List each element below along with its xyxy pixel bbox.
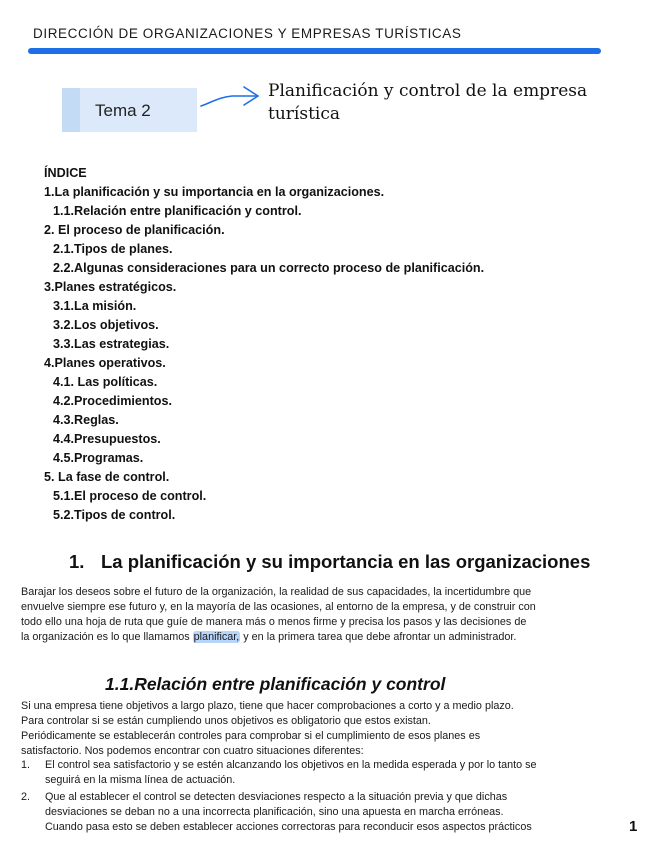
subsection-heading: 1.1.Relación entre planificación y control bbox=[105, 674, 446, 694]
document-header-title: DIRECCIÓN DE ORGANIZACIONES Y EMPRESAS TURÍSTICAS bbox=[33, 26, 462, 41]
paragraph-line: Si una empresa tiene objetivos a largo plazo, tiene que hacer comprobaciones a corto y a medio plazo. bbox=[21, 700, 514, 712]
paragraph-line: todo ello una hoja de ruta que guíe de manera más o menos firme y precisa los pasos y las decisiones de bbox=[21, 616, 527, 628]
paragraph-line: satisfactorio. Nos podemos encontrar con cuatro situaciones diferentes: bbox=[21, 745, 364, 757]
paragraph-line: envuelve siempre ese futuro y, en la mayoría de las ocasiones, al entorno de la empresa, y de construir con bbox=[21, 601, 536, 613]
section-heading bbox=[69, 551, 590, 573]
subsection-paragraph bbox=[21, 699, 631, 759]
numbered-list bbox=[21, 758, 631, 837]
toc-item: 4.5.Programas. bbox=[53, 451, 144, 465]
arrow-icon bbox=[198, 82, 264, 112]
highlighted-word[interactable]: planificar, bbox=[193, 631, 240, 643]
list-line: seguirá en la misma línea de actuación. bbox=[45, 774, 236, 786]
section-number: 1. bbox=[69, 551, 85, 572]
paragraph-line bbox=[21, 630, 631, 645]
list-number: 1. bbox=[21, 759, 31, 771]
toc-item: 2.2.Algunas consideraciones para un correcto proceso de planificación. bbox=[53, 261, 485, 275]
toc-item: 3.1.La misión. bbox=[53, 299, 137, 313]
list-line: Cuando pasa esto se deben establecer acciones correctoras para reconducir esos aspectos prácticos bbox=[45, 821, 532, 833]
list-item bbox=[21, 758, 631, 788]
toc-item: 3.3.Las estrategias. bbox=[53, 337, 170, 351]
toc-item: 5.2.Tipos de control. bbox=[53, 508, 176, 522]
paragraph-line: Barajar los deseos sobre el futuro de la organización, la realidad de sus capacidades, la incertidumbre que bbox=[21, 586, 532, 598]
toc-item: 4.3.Reglas. bbox=[53, 413, 119, 427]
toc-item: 1.La planificación y su importancia en la organizaciones. bbox=[44, 185, 385, 199]
section-title: La planificación y su importancia en las organizaciones bbox=[101, 551, 591, 572]
toc-item: 1.1.Relación entre planificación y control. bbox=[53, 204, 302, 218]
toc-item: 4.2.Procedimientos. bbox=[53, 394, 172, 408]
toc-item: 3.2.Los objetivos. bbox=[53, 318, 159, 332]
toc-item: 4.Planes operativos. bbox=[44, 356, 166, 370]
paragraph-line: Para controlar si se están cumpliendo unos objetivos es obligatorio que estos existan. bbox=[21, 715, 431, 727]
toc-heading: ÍNDICE bbox=[44, 166, 87, 180]
tema-label: Tema 2 bbox=[95, 101, 151, 120]
toc-item: 3.Planes estratégicos. bbox=[44, 280, 177, 294]
paragraph-text: la organización es lo que llamamos bbox=[21, 631, 193, 643]
tema-subtitle bbox=[268, 80, 598, 126]
toc-item: 2. El proceso de planificación. bbox=[44, 223, 225, 237]
list-item bbox=[21, 790, 631, 835]
page-number: 1 bbox=[629, 818, 638, 835]
toc-item: 5.1.El proceso de control. bbox=[53, 489, 207, 503]
toc-item: 4.4.Presupuestos. bbox=[53, 432, 161, 446]
toc-item: 2.1.Tipos de planes. bbox=[53, 242, 173, 256]
table-of-contents bbox=[44, 164, 484, 525]
paragraph-text: y en la primera tarea que debe afrontar un administrador. bbox=[240, 631, 517, 643]
list-number: 2. bbox=[21, 791, 31, 803]
list-line: El control sea satisfactorio y se estén alcanzando los objetivos en la medida esperada y por lo tanto se bbox=[45, 759, 537, 771]
section-paragraph bbox=[21, 585, 631, 645]
list-line: desviaciones se deban no a una incorrecta planificación, sino una apuesta en marcha erróneas. bbox=[45, 806, 504, 818]
paragraph-line: Periódicamente se establecerán controles para comprobar si el cumplimiento de esos planes es bbox=[21, 730, 481, 742]
list-line: Que al establecer el control se detecten desviaciones respecto a la situación previa y que dichas bbox=[45, 791, 508, 803]
toc-item: 5. La fase de control. bbox=[44, 470, 170, 484]
tema-subtitle-line: Planificación y control de la empresa bbox=[268, 81, 588, 101]
toc-item: 4.1. Las políticas. bbox=[53, 375, 158, 389]
tema-subtitle-line: turística bbox=[268, 104, 340, 124]
header-divider bbox=[28, 48, 601, 54]
